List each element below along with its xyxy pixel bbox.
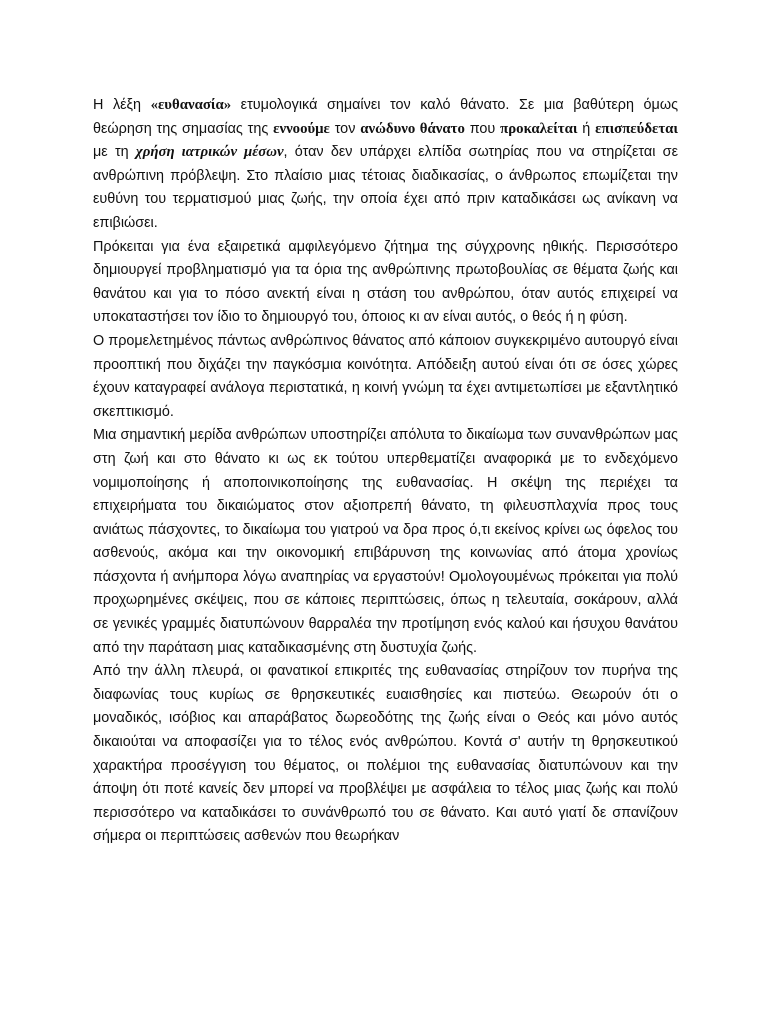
bold-italic-term: χρήση ιατρικών μέσων	[135, 144, 284, 161]
bold-term: επισπεύδεται	[595, 120, 678, 137]
bold-term: ανώδυνο θάνατο	[360, 120, 465, 137]
paragraph-3: Ο προμελετημένος πάντως ανθρώπινος θάνατος από κάποιον συγκεκριμένο αυτουργό είναι προοπτική που διχάζει την παγκόσμια κοινότητα. Απόδειξη αυτού είναι ότι σε όσες χώρες έχουν καταγραφεί ανάλογα περιστατικά, η κοινή γνώμη τα έχει αντιμετωπίσει με εξαντλητικό σκεπτικισμό.	[93, 332, 678, 420]
bold-term: εννοούμε	[273, 120, 330, 137]
text-run: που	[464, 120, 501, 137]
text-run: , όταν δεν υπάρχει ελπίδα σωτηρίας που να στηρίζεται σε ανθρώπινη πρόβλεψη. Στο πλαίσιο μιας τέτοιας διαδικασίας, ο άνθρωπος επωμίζεται την ευθύνη του τερματισμού μιας ζωής, την οποία έχει από πριν καταδικάσει ως ανίκανη να επιβιώσει.	[93, 144, 678, 231]
paragraph-4: Μια σημαντική μερίδα ανθρώπων υποστηρίζει απόλυτα το δικαίωμα των συνανθρώπων μας στη ζωή και στο θάνατο κι ως εκ τούτου υπερθεματίζει αναφορικά με το ενδεχόμενο νομιμοποίησης ή αποποινικοποίησης της ευθανασίας. Η σκέψη της περιέχει τα επιχειρήματα του δικαιώματος στον αξιοπρεπή θάνατο, τη φιλευσπλαχνία προς τους ανιάτως πάσχοντες, το δικαίωμα του γιατρού να δρα προς ό,τι εκείνος κρίνει ως όφελος του ασθενούς, ακόμα και την οικονομική επιβάρυνση της κοινωνίας από άτομα χρονίως πάσχοντα ή ανήμπορα λόγω αναπηρίας να εργαστούν! Ομολογουμένως πρόκειται για πολύ προχωρημένες σκέψεις, που σε κάποιες περιπτώσεις, όπως η τελευταία, σοκάρουν, αλλά σε γενικές γραμμές διατυπώνουν θαρραλέα την προτίμηση ενός καλού και ήσυχου θανάτου από την παράταση μιας καταδικασμένης στη δυστυχία ζωής.	[93, 427, 678, 656]
bold-term: προκαλείται	[500, 120, 578, 137]
paragraph-5: Από την άλλη πλευρά, οι φανατικοί επικριτές της ευθανασίας στηρίζουν τον πυρήνα της διαφωνίας τους κυρίως σε θρησκευτικές ευαισθησίες και πιστεύω. Θεωρούν ότι ο μοναδικός, ισόβιος και απαράβατος δωρεοδότης της ζωής είναι ο Θεός και μόνο αυτός δικαιούται να αποφασίζει για το τέλος ενός ανθρώπου. Κοντά σ' αυτήν τη θρησκευτικού χαρακτήρα προσέγγιση του θέματος, οι πολέμιοι της ευθανασίας διατυπώνουν και την άποψη ότι ποτέ κανείς δεν μπορεί να προβλέψει με ασφάλεια το τέλος μιας ζωής και πολύ περισσότερο να καταδικάσει το συνάνθρωπό του σε θάνατο. Και αυτό γιατί δε σπανίζουν σήμερα οι περιπτώσεις ασθενών που θεωρήκαν	[93, 663, 678, 845]
text-run: ή	[577, 120, 596, 137]
text-run: Η λέξη	[93, 97, 151, 113]
text-run: με τη	[93, 144, 136, 161]
paragraph-1	[93, 94, 678, 236]
document-page	[93, 94, 678, 849]
paragraph-2: Πρόκειται για ένα εξαιρετικά αμφιλεγόμενο ζήτημα της σύγχρονης ηθικής. Περισσότερο δημιουργεί προβληματισμό για τα όρια της ανθρώπινης πρωτοβουλίας σε θέματα ζωής και θανάτου και για το πόσο ανεκτή είναι η στάση του ανθρώπου, όταν αυτός επιχειρεί να υποκαταστήσει τον ίδιο το δημιουργό του, όποιος κι αν είναι αυτός, ο θεός ή η φύση.	[93, 238, 678, 326]
text-run: ετυμολογικά σημαίνει τον καλό θάνατο. Σε μια βαθύτερη όμως θεώρηση της σημασίας της	[93, 97, 679, 137]
text-run: τον	[329, 120, 361, 137]
bold-term-euthanasia: «ευθανασία»	[150, 97, 232, 113]
